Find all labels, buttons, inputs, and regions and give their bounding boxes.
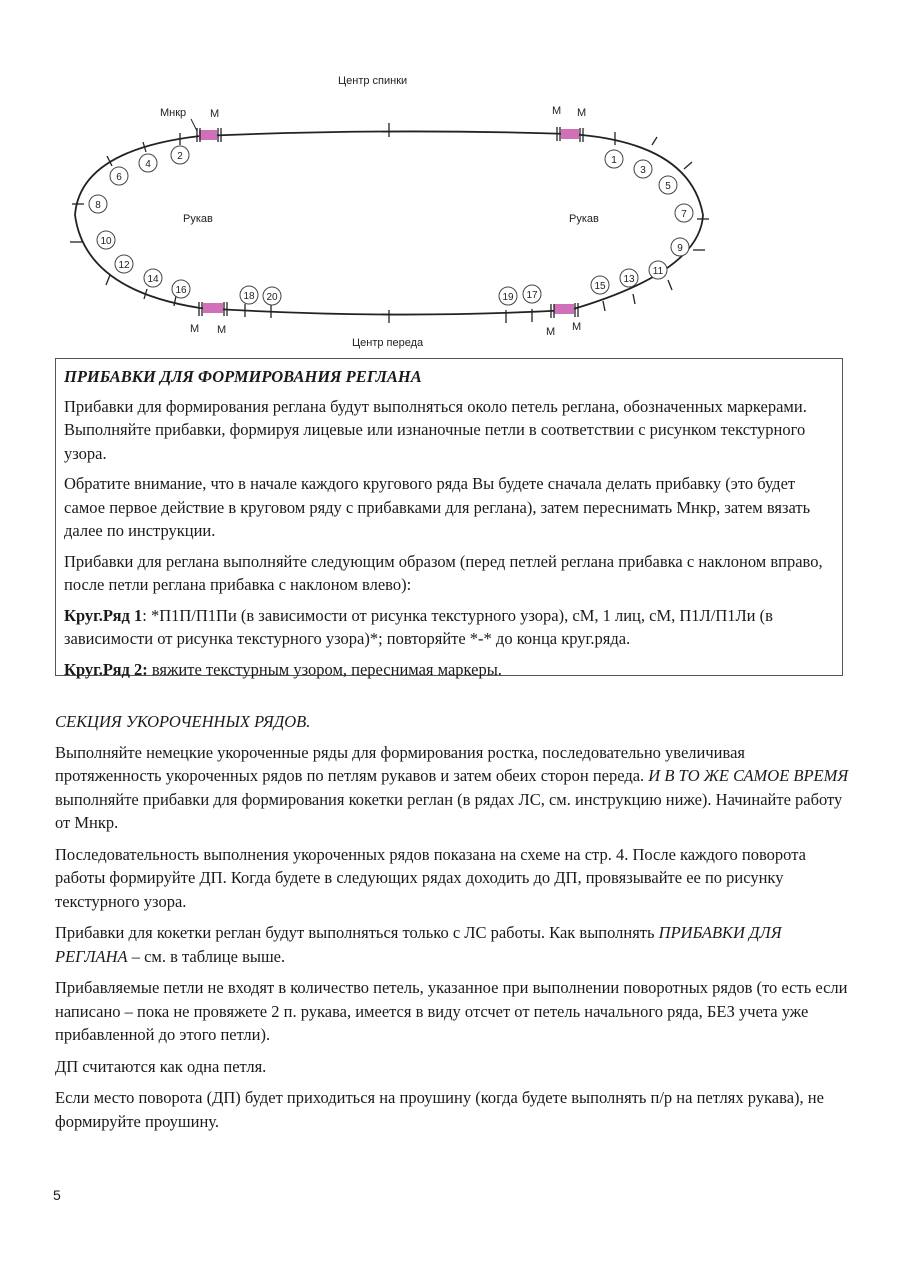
- start-marker-label: Мнкр: [160, 107, 187, 119]
- marker-top-left: [199, 130, 217, 140]
- row-number: 2: [177, 151, 183, 162]
- box-paragraph: Обратите внимание, что в начале каждого кругового ряда Вы будете сначала делать прибавку (это будет самое первое действие в круговом ряду с прибавками для реглана), затем переснимать Мнкр, затем вязать далее по инструкции.: [64, 474, 811, 540]
- marker-label: М: [210, 108, 220, 120]
- section-paragraph: [55, 921, 855, 968]
- marker-label: М: [190, 323, 200, 335]
- row-number: 5: [665, 181, 671, 192]
- row-number: 4: [145, 159, 151, 170]
- page-number: 5: [53, 1187, 61, 1203]
- row-number: 13: [623, 274, 635, 285]
- short-rows-section: [55, 710, 855, 1141]
- section-heading: СЕКЦИЯ УКОРОЧЕННЫХ РЯДОВ.: [55, 712, 311, 731]
- right-sleeve-label: Рукав: [569, 213, 599, 225]
- section-paragraph: Прибавляемые петли не входят в количество петель, указанное при выполнении поворотных рядов (то есть если написано – пока не провяжете 2 п. рукава, имеется в виду отсчет от петель начального ряда, БЕЗ учета уже прибавленной до этого петли).: [55, 978, 848, 1044]
- round-1-label: Круг.Ряд 1: [64, 605, 143, 625]
- section-paragraph: [55, 741, 855, 835]
- row-number: 20: [266, 292, 278, 303]
- left-sleeve-label: Рукав: [183, 213, 213, 225]
- box-title: ПРИБАВКИ ДЛЯ ФОРМИРОВАНИЯ РЕГЛАНА: [64, 367, 422, 386]
- row-number: 1: [611, 155, 617, 166]
- raglan-increases-box: [55, 358, 843, 679]
- row-number: 16: [175, 285, 187, 296]
- raglan-diagram: [0, 0, 898, 360]
- round-2-instruction: [64, 658, 834, 682]
- box-paragraph: Прибавки для реглана выполняйте следующим образом (перед петлей реглана прибавка с наклоном вправо, после петли реглана прибавка с наклоном влево):: [64, 551, 823, 594]
- row-number: 6: [116, 172, 122, 183]
- marker-label: М: [552, 105, 562, 117]
- marker-label: М: [577, 107, 587, 119]
- emphasis-text: ПРИБАВКИ ДЛЯ РЕГЛАНА: [55, 923, 782, 966]
- marker-label: М: [572, 321, 582, 333]
- row-number: 19: [502, 292, 514, 303]
- round-2-label: Круг.Ряд 2:: [64, 659, 148, 679]
- text: Прибавки для кокетки реглан будут выполняться только с ЛС работы. Как выполнять: [55, 923, 659, 942]
- text: выполняйте прибавки для формирования кокетки реглан (в рядах ЛС, см. инструкцию ниже). Начинайте работу от Мнкр.: [55, 789, 843, 832]
- row-number: 9: [677, 243, 683, 254]
- round-1-instruction: [64, 604, 834, 651]
- row-number: 3: [640, 165, 646, 176]
- row-number: 15: [594, 281, 606, 292]
- back-center-label: Центр спинки: [338, 75, 408, 87]
- row-number: 8: [95, 200, 101, 211]
- row-number: 10: [100, 236, 112, 247]
- emphasis-text: И В ТО ЖЕ САМОЕ ВРЕМЯ: [648, 766, 849, 785]
- section-paragraph: ДП считаются как одна петля.: [55, 1056, 267, 1076]
- row-number: 17: [526, 290, 538, 301]
- text: Выполняйте немецкие укороченные ряды для формирования ростка, последовательно увеличивая протяженность укороченных рядов по петлям рукавов и затем обеих сторон переда.: [55, 742, 745, 785]
- row-number: 18: [243, 291, 255, 302]
- section-paragraph: Если место поворота (ДП) будет приходиться на проушину (когда будете выполнять п/р на петлях рукава), не формируйте проушину.: [55, 1088, 824, 1131]
- round-2-text: вяжите текстурным узором, переснимая маркеры.: [147, 659, 502, 679]
- row-number: 11: [652, 266, 664, 277]
- box-paragraph: Прибавки для формирования реглана будут выполняться около петель реглана, обозначенных маркерами. Выполняйте прибавки, формируя лицевые или изнаночные петли в соответствии с рисунком текстурного узора.: [64, 396, 807, 463]
- row-number: 12: [118, 260, 130, 271]
- marker-bottom-left: [203, 303, 223, 313]
- marker-label: М: [217, 324, 227, 336]
- text: – см. в таблице выше.: [127, 946, 286, 966]
- marker-bottom-right: [554, 304, 574, 314]
- round-1-text: : *П1П/П1Пи (в зависимости от рисунка текстурного узора), сМ, 1 лиц, сМ, П1Л/П1Ли (в зависимости от рисунка текстурного узора)*; повторяйте *-* до конца круг.ряда.: [64, 605, 773, 648]
- marker-label: М: [546, 326, 556, 338]
- row-number: 14: [147, 274, 159, 285]
- front-center-label: Центр переда: [352, 337, 424, 349]
- section-paragraph: Последовательность выполнения укороченных рядов показана на схеме на стр. 4. После каждого поворота работы формируйте ДП. Когда будете в следующих рядах доходить до ДП, провязывайте ее по рисунку текстурного узора.: [55, 844, 806, 911]
- row-number: 7: [681, 209, 687, 220]
- marker-top-right: [561, 129, 579, 139]
